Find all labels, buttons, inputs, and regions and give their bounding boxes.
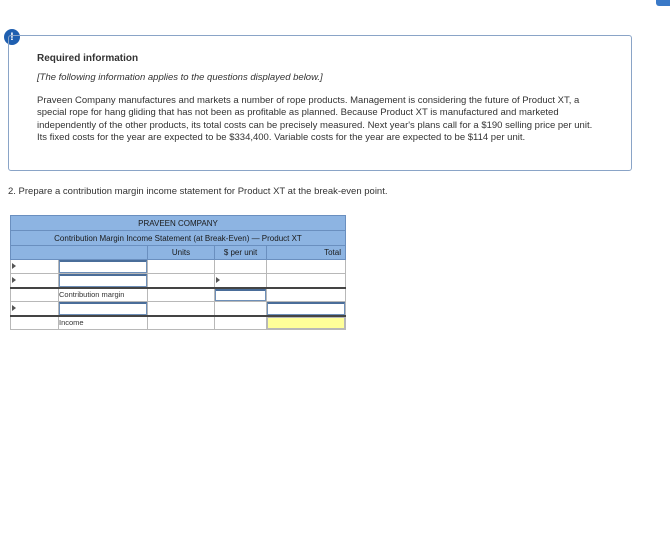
row4-label-dropdown[interactable] <box>11 302 59 316</box>
per-unit-column-header: $ per unit <box>215 246 267 260</box>
required-information-box <box>8 35 632 171</box>
total-column-header: Total <box>267 246 346 260</box>
contribution-margin-total-input[interactable] <box>267 289 345 302</box>
alert-icon: ! <box>4 29 20 45</box>
row2-total-input[interactable] <box>267 274 345 287</box>
row1-label-dropdown[interactable] <box>11 260 59 274</box>
label-column-header <box>11 246 148 260</box>
dropdown-arrow-icon <box>12 305 16 311</box>
info-subtitle: [The following information applies to the questions displayed below.] <box>37 72 323 83</box>
income-total-input[interactable] <box>267 317 345 330</box>
row4-label-input[interactable] <box>59 302 147 315</box>
statement-title: Contribution Margin Income Statement (at Break-Even) — Product XT <box>11 231 346 246</box>
corner-tab[interactable] <box>656 0 670 6</box>
income-statement-table <box>10 215 346 330</box>
row1-total-input[interactable] <box>267 260 345 273</box>
dropdown-arrow-icon <box>12 263 16 269</box>
info-body: Praveen Company manufactures and markets a number of rope products. Management is considering the future of Product XT, a special rope for hang gliding that has not been as profitable as planned. Because Product XT is manufactured and marketed independently of the other products, its total costs can be precisely measured. Next year's plans call for a $190 selling price per unit. Its fixed costs for the year are expected to be $334,400. Variable costs for the year are expected to be $114 per unit. <box>37 95 593 143</box>
row2-units-input[interactable] <box>148 274 214 287</box>
dropdown-arrow-icon <box>216 277 220 283</box>
units-column-header: Units <box>148 246 215 260</box>
row1-per-unit-input[interactable] <box>215 260 266 273</box>
contribution-margin-per-unit-input[interactable] <box>215 289 266 302</box>
contribution-margin-label: Contribution margin <box>59 288 148 302</box>
dropdown-arrow-icon <box>12 277 16 283</box>
income-label: Income <box>59 316 148 330</box>
row2-label-dropdown[interactable] <box>11 274 59 288</box>
row1-units-input[interactable] <box>148 260 214 273</box>
row4-total-input[interactable] <box>267 302 345 315</box>
row2-label-input[interactable] <box>59 274 147 287</box>
row1-label-input[interactable] <box>59 260 147 273</box>
row2-per-unit-input[interactable] <box>215 274 266 287</box>
company-name: PRAVEEN COMPANY <box>11 216 346 231</box>
info-title: Required information <box>37 53 139 64</box>
question-text: 2. Prepare a contribution margin income statement for Product XT at the break-even point. <box>8 186 388 197</box>
